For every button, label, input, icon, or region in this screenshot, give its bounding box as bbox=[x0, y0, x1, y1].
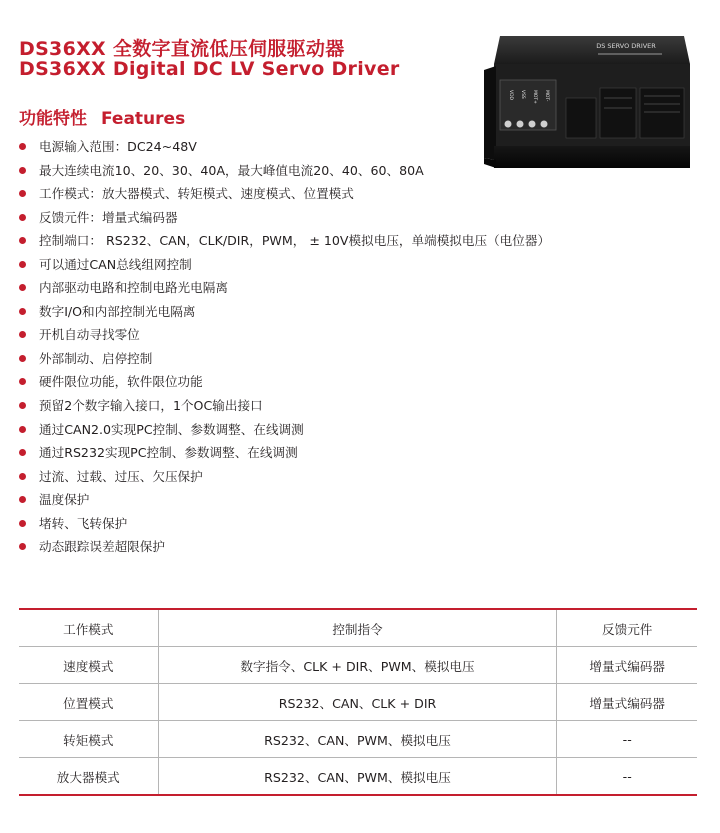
bullet-icon bbox=[19, 167, 26, 174]
bullet-icon bbox=[19, 355, 26, 362]
feature-item bbox=[19, 135, 550, 159]
bullet-icon bbox=[19, 237, 26, 244]
feature-text: 电源输入范围：DC24~48V bbox=[39, 139, 197, 154]
page-title-cn: DS36XX 全数字直流低压伺服驱动器 bbox=[19, 38, 345, 60]
features-heading bbox=[19, 104, 185, 129]
bullet-icon bbox=[19, 426, 26, 433]
cell-mode: 位置模式 bbox=[19, 684, 158, 721]
cell-command: RS232、CAN、CLK + DIR bbox=[158, 684, 557, 721]
feature-item bbox=[19, 347, 550, 371]
terminal-label-mot-minus: MOT- bbox=[544, 90, 549, 102]
bullet-icon bbox=[19, 143, 26, 150]
spec-table bbox=[19, 608, 697, 796]
bullet-icon bbox=[19, 473, 26, 480]
feature-text: 控制端口： RS232、CAN，CLK/DIR，PWM， ± 10V模拟电压，单端模拟电压（电位器） bbox=[39, 233, 551, 249]
feature-item bbox=[19, 370, 550, 394]
bullet-icon bbox=[19, 308, 26, 315]
feature-item bbox=[19, 535, 550, 559]
features-heading-en: Features bbox=[101, 109, 186, 129]
feature-item bbox=[19, 229, 550, 253]
feature-text: 外部制动、启停控制 bbox=[39, 350, 153, 366]
table-row bbox=[19, 684, 697, 721]
feature-item bbox=[19, 512, 550, 536]
bullet-icon bbox=[19, 378, 26, 385]
feature-item bbox=[19, 323, 550, 347]
cell-command: RS232、CAN、PWM、模拟电压 bbox=[158, 758, 557, 796]
feature-item bbox=[19, 441, 550, 465]
cell-feedback: -- bbox=[557, 721, 697, 758]
feature-item bbox=[19, 394, 550, 418]
bullet-icon bbox=[19, 402, 26, 409]
bullet-icon bbox=[19, 520, 26, 527]
cell-mode: 转矩模式 bbox=[19, 721, 158, 758]
feature-text: 温度保护 bbox=[39, 492, 90, 508]
feature-text: 反馈元件：增量式编码器 bbox=[39, 209, 178, 225]
feature-text: 可以通过CAN总线组网控制 bbox=[39, 256, 192, 272]
bullet-icon bbox=[19, 496, 26, 503]
page-title-en: DS36XX Digital DC LV Servo Driver bbox=[19, 58, 400, 80]
bullet-icon bbox=[19, 214, 26, 221]
feature-item bbox=[19, 418, 550, 442]
feature-text: 硬件限位功能，软件限位功能 bbox=[39, 374, 203, 390]
feature-text: 最大连续电流10、20、30、40A，最大峰值电流20、40、60、80A bbox=[39, 162, 424, 178]
column-header-mode: 工作模式 bbox=[19, 609, 158, 647]
table-header-row bbox=[19, 609, 697, 647]
bullet-icon bbox=[19, 261, 26, 268]
feature-text: 数字I/O和内部控制光电隔离 bbox=[39, 303, 196, 319]
feature-text: 通过RS232实现PC控制、参数调整、在线调测 bbox=[39, 445, 298, 461]
terminal-label-vdd: VDD bbox=[508, 90, 513, 101]
cell-command: RS232、CAN、PWM、模拟电压 bbox=[158, 721, 557, 758]
feature-item bbox=[19, 276, 550, 300]
feature-text: 堵转、飞转保护 bbox=[39, 515, 128, 531]
feature-text: 工作模式：放大器模式、转矩模式、速度模式、位置模式 bbox=[39, 186, 354, 202]
cell-feedback: -- bbox=[557, 758, 697, 796]
bullet-icon bbox=[19, 543, 26, 550]
feature-item bbox=[19, 253, 550, 277]
feature-item bbox=[19, 182, 550, 206]
feature-item bbox=[19, 488, 550, 512]
table-row bbox=[19, 758, 697, 796]
product-label: DS SERVO DRIVER bbox=[596, 42, 656, 50]
terminal-label-mot-plus: MOT+ bbox=[532, 90, 537, 104]
features-heading-cn: 功能特性 bbox=[19, 109, 87, 129]
table-row bbox=[19, 647, 697, 684]
feature-item bbox=[19, 159, 550, 183]
table-row bbox=[19, 721, 697, 758]
feature-text: 内部驱动电路和控制电路光电隔离 bbox=[39, 280, 228, 296]
terminal-label-vss: VSS bbox=[520, 90, 525, 99]
column-header-feedback: 反馈元件 bbox=[557, 609, 697, 647]
bullet-icon bbox=[19, 190, 26, 197]
cell-command: 数字指令、CLK + DIR、PWM、模拟电压 bbox=[158, 647, 557, 684]
column-header-command: 控制指令 bbox=[158, 609, 557, 647]
cell-feedback: 增量式编码器 bbox=[557, 647, 697, 684]
bullet-icon bbox=[19, 284, 26, 291]
feature-text: 开机自动寻找零位 bbox=[39, 327, 140, 343]
feature-text: 过流、过载、过压、欠压保护 bbox=[39, 468, 203, 484]
bullet-icon bbox=[19, 449, 26, 456]
feature-text: 通过CAN2.0实现PC控制、参数调整、在线调测 bbox=[39, 421, 304, 437]
cell-feedback: 增量式编码器 bbox=[557, 684, 697, 721]
features-list bbox=[19, 135, 550, 559]
cell-mode: 放大器模式 bbox=[19, 758, 158, 796]
feature-item bbox=[19, 300, 550, 324]
feature-text: 动态跟踪误差超限保护 bbox=[39, 539, 165, 555]
cell-mode: 速度模式 bbox=[19, 647, 158, 684]
feature-item bbox=[19, 206, 550, 230]
feature-item bbox=[19, 465, 550, 489]
bullet-icon bbox=[19, 331, 26, 338]
feature-text: 预留2个数字输入接口，1个OC输出接口 bbox=[39, 398, 263, 414]
